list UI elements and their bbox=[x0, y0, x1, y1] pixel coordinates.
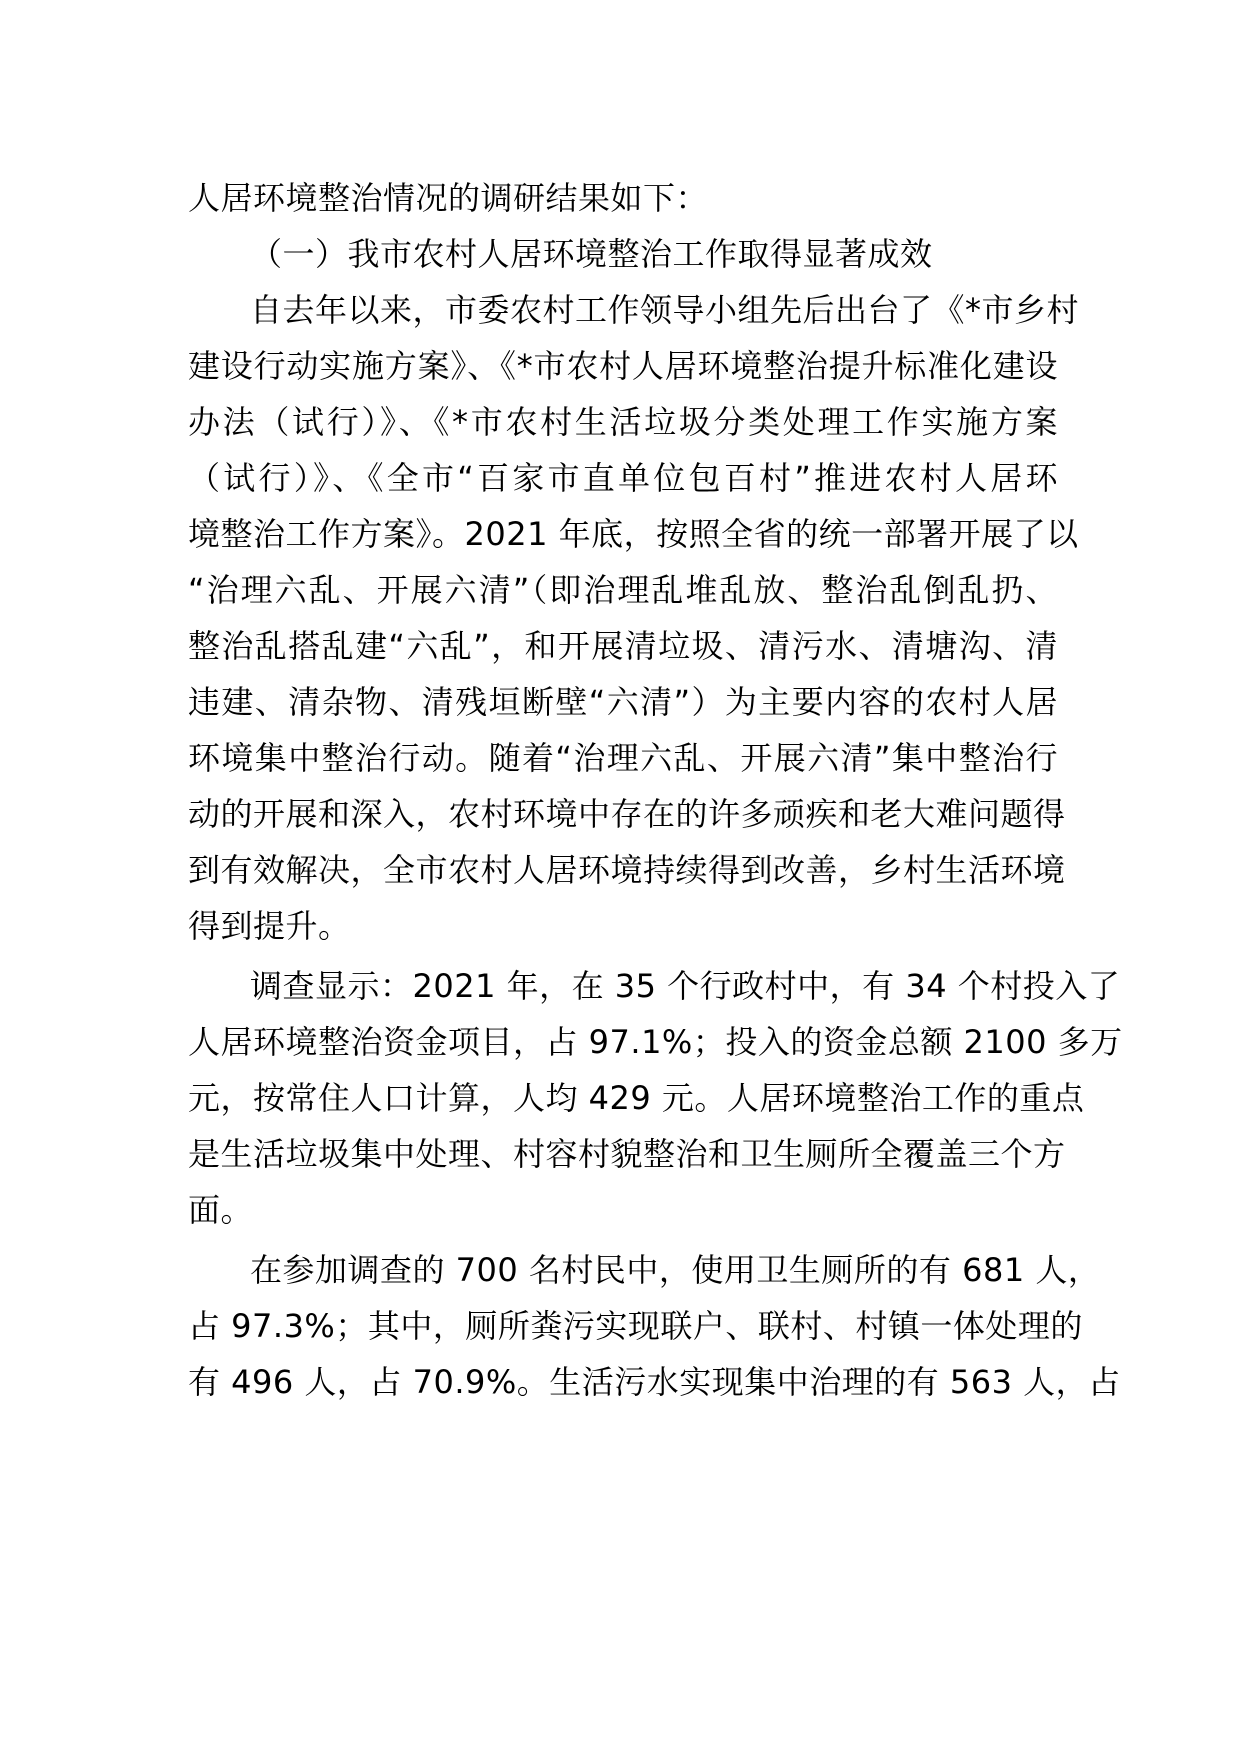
paragraph-1-line: “治理六乱、开展六清”（即治理乱堆乱放、整治乱倒乱扔、 bbox=[188, 571, 1058, 609]
paragraph-2-line: 调查显示：2021 年，在 35 个行政村中，有 34 个村投入了 bbox=[250, 967, 1121, 1005]
paragraph-2-line: 面。 bbox=[188, 1191, 254, 1229]
paragraph-1-line: （试行）》、《全市“百家市直单位包百村”推进农村人居环 bbox=[188, 459, 1058, 497]
paragraph-3-line: 占 97.3%；其中，厕所粪污实现联户、联村、村镇一体处理的 bbox=[188, 1307, 1083, 1345]
paragraph-1-line: 违建、清杂物、清残垣断壁“六清”）为主要内容的农村人居 bbox=[188, 683, 1058, 721]
text-line-continuation: 人居环境整治情况的调研结果如下： bbox=[188, 179, 709, 217]
paragraph-1-line: 办法（试行）》、《*市农村生活垃圾分类处理工作实施方案 bbox=[188, 403, 1058, 441]
paragraph-1-line: 到有效解决，全市农村人居环境持续得到改善，乡村生活环境 bbox=[188, 851, 1066, 889]
paragraph-1-line: 建设行动实施方案》、《*市农村人居环境整治提升标准化建设 bbox=[188, 347, 1058, 385]
paragraph-1-line: 得到提升。 bbox=[188, 907, 351, 945]
paragraph-2-line: 元，按常住人口计算，人均 429 元。人居环境整治工作的重点 bbox=[188, 1079, 1085, 1117]
paragraph-1-line: 自去年以来，市委农村工作领导小组先后出台了《*市乡村 bbox=[250, 291, 1080, 329]
paragraph-3-line: 在参加调查的 700 名村民中，使用卫生厕所的有 681 人， bbox=[250, 1251, 1101, 1289]
section-heading: （一）我市农村人居环境整治工作取得显著成效 bbox=[250, 235, 933, 273]
paragraph-1-line: 整治乱搭乱建“六乱”，和开展清垃圾、清污水、清塘沟、清 bbox=[188, 627, 1058, 665]
paragraph-1-line: 境整治工作方案》。2021 年底，按照全省的统一部署开展了以 bbox=[188, 515, 1079, 553]
paragraph-1-line: 环境集中整治行动。随着“治理六乱、开展六清”集中整治行 bbox=[188, 739, 1058, 777]
paragraph-2-line: 人居环境整治资金项目，占 97.1%；投入的资金总额 2100 多万 bbox=[188, 1023, 1123, 1061]
paragraph-3-line: 有 496 人，占 70.9%。生活污水实现集中治理的有 563 人，占 bbox=[188, 1363, 1121, 1401]
paragraph-1-line: 动的开展和深入，农村环境中存在的许多顽疾和老大难问题得 bbox=[188, 795, 1066, 833]
paragraph-2-line: 是生活垃圾集中处理、村容村貌整治和卫生厕所全覆盖三个方 bbox=[188, 1135, 1066, 1173]
